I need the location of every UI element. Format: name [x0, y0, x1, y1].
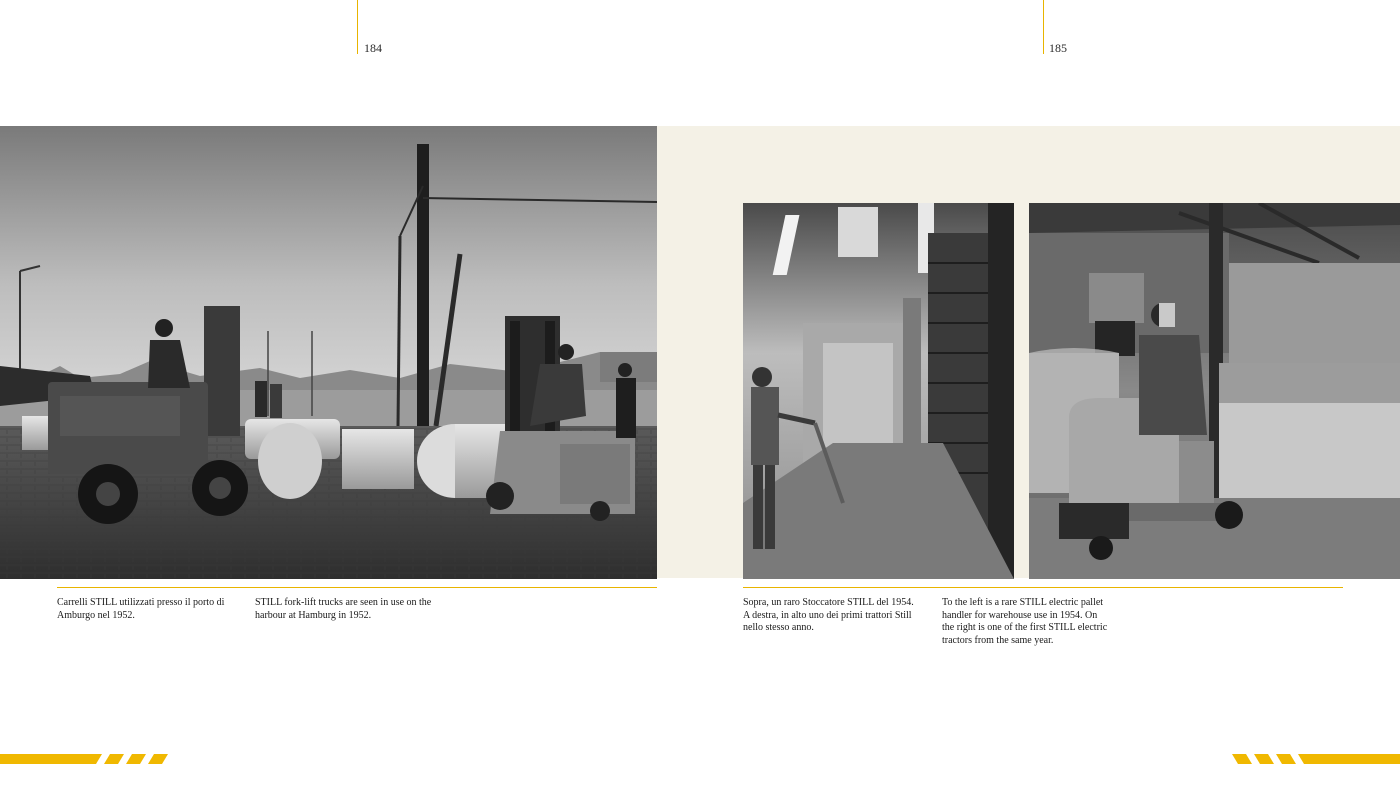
stacker-photo-image — [743, 203, 1014, 579]
caption-left-english: STILL fork-lift trucks are seen in use on the harbour at Hamburg in 1952. — [255, 597, 432, 621]
tractor-photo-image — [1029, 203, 1400, 579]
stripe-graphic-right — [1232, 754, 1400, 764]
caption-rule-right — [743, 587, 1343, 588]
caption-right-english: To the left is a rare STILL electric pallet handler for warehouse use in 1954. On the right is one of the first STILL electric tractors from the same year. — [942, 597, 1108, 646]
page-marker-line-left — [357, 0, 358, 54]
caption-right-italian: Sopra, un raro Stoccatore STILL del 1954. A destra, in alto uno dei primi trattori Still nello stesso anno. — [743, 597, 914, 633]
footer-stripe-right — [1232, 754, 1400, 764]
page-marker-line-right — [1043, 0, 1044, 54]
caption-left-italian: Carrelli STILL utilizzati presso il porto di Amburgo nel 1952. — [57, 597, 225, 621]
stripe-graphic-left — [0, 754, 168, 764]
caption-rule-left — [57, 587, 657, 588]
photo-warehouse-stacker — [743, 203, 1014, 579]
footer-stripe-left — [0, 754, 168, 764]
photo-harbour-forklifts — [0, 126, 657, 579]
page-number-left: 184 — [364, 41, 382, 55]
page-number-right: 185 — [1049, 41, 1067, 55]
harbour-photo-image — [0, 126, 657, 579]
photo-electric-tractor — [1029, 203, 1400, 579]
